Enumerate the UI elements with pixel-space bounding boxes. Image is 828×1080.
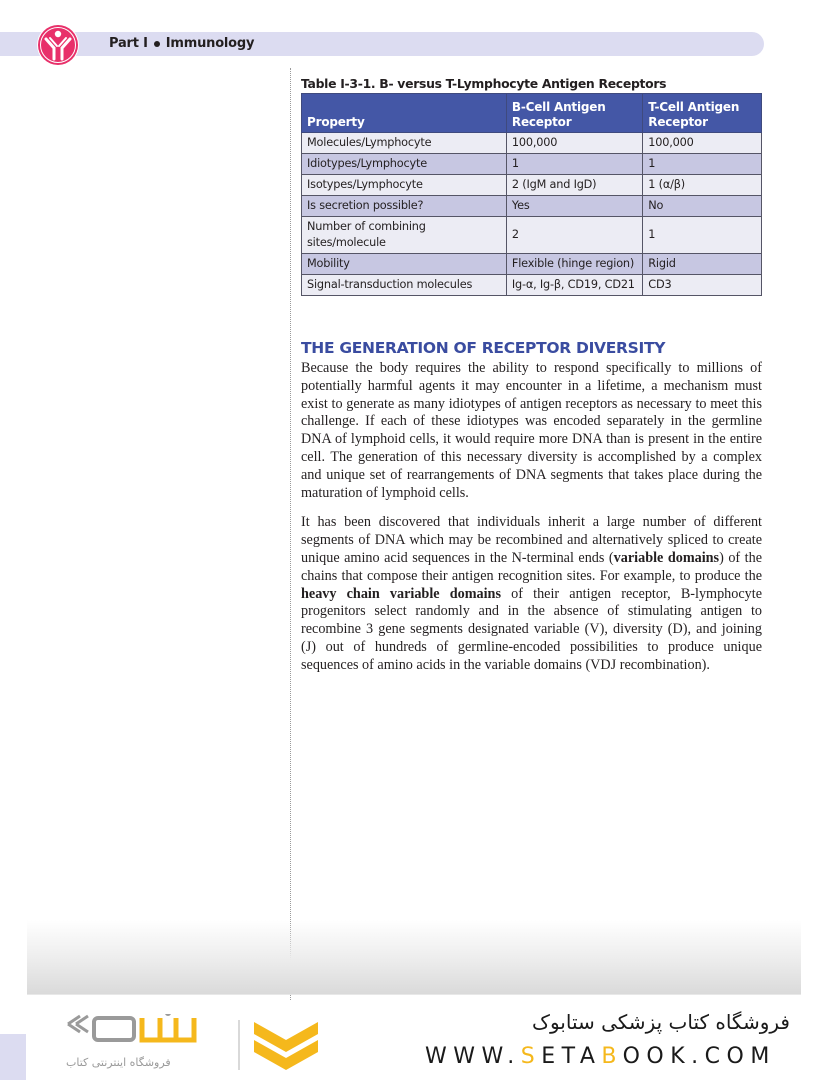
subject-label: Immunology (165, 36, 255, 51)
cell-t-cell: 1 (643, 154, 762, 175)
cell-property: Molecules/Lymphocyte (302, 133, 507, 154)
bold-term-heavy-chain-variable-domains: heavy chain variable domains (301, 585, 501, 602)
left-margin-strip (0, 1034, 26, 1080)
cell-b-cell: 2 (506, 217, 642, 254)
url-part: WWW. (425, 1044, 521, 1069)
cell-t-cell: No (643, 196, 762, 217)
antibody-y-icon (36, 23, 80, 67)
url-accent-letter: S (520, 1044, 542, 1069)
cell-property: Idiotypes/Lymphocyte (302, 154, 507, 175)
table-row (302, 254, 762, 275)
bold-term-variable-domains: variable domains (613, 549, 720, 566)
section-heading: THE GENERATION OF RECEPTOR DIVERSITY (301, 339, 666, 357)
store-name: فروشگاه کتاب پزشکی ستابوک (532, 1010, 790, 1034)
column-header-property: Property (302, 94, 507, 133)
table-caption: Table I-3-1. B- versus T-Lymphocyte Antigen Receptors (301, 76, 667, 91)
antigen-receptor-table (301, 93, 762, 296)
url-accent-letter: B (601, 1044, 623, 1069)
cell-property: Number of combining sites/molecule (302, 217, 507, 254)
cell-property: Is secretion possible? (302, 196, 507, 217)
paragraph-text: It has been discovered that individuals inherit a large number of different segments of DNA which may be recombined and alternatively spliced to create unique amino acid sequences in the N-terminal ends ( (301, 514, 762, 566)
column-header-t-cell: T-Cell Antigen Receptor (643, 94, 762, 133)
cell-t-cell: Rigid (643, 254, 762, 275)
page-bottom-edge (27, 994, 801, 995)
running-header (109, 36, 254, 51)
body-paragraph-2 (301, 514, 762, 674)
table-row (302, 217, 762, 254)
margin-divider (290, 68, 291, 1000)
part-label: Part I (109, 36, 148, 51)
url-part: OOK.COM (622, 1044, 776, 1069)
logo-tagline: فروشگاه اینترنتی کتاب (66, 1056, 171, 1069)
cell-b-cell: 2 (IgM and IgD) (506, 175, 642, 196)
store-url-link[interactable] (425, 1044, 776, 1069)
cell-b-cell: Yes (506, 196, 642, 217)
table-row (302, 196, 762, 217)
table-row (302, 133, 762, 154)
column-header-b-cell: B-Cell Antigen Receptor (506, 94, 642, 133)
cell-t-cell: 1 (α/β) (643, 175, 762, 196)
page-bottom-shadow (27, 920, 801, 994)
body-paragraph-1: Because the body requires the ability to respond specifically to millions of potentially harmful agents it may encounter in a lifetime, a mechanism must exist to generate as many idiotypes of antigen receptors as necessary to meet this challenge. If each of these idiotypes was encoded separately in the germline DNA of lymphoid cells, it would require more DNA than is present in the entire cell. The generation of this necessary diversity is accomplished by a complex and unique set of rearrangements of DNA segments that takes place during the maturation of lymphoid cells. (301, 360, 762, 501)
table-row (302, 275, 762, 296)
cell-t-cell: CD3 (643, 275, 762, 296)
cell-property: Signal-transduction molecules (302, 275, 507, 296)
cell-b-cell: Flexible (hinge region) (506, 254, 642, 275)
paragraph-text: ) of the chains that compose their antigen recognition sites. For example, to produce the (301, 549, 762, 584)
cell-b-cell: Ig-α, Ig-β, CD19, CD21 (506, 275, 642, 296)
bullet-separator-icon (154, 41, 160, 47)
cell-property: Mobility (302, 254, 507, 275)
table-row (302, 154, 762, 175)
cell-t-cell: 100,000 (643, 133, 762, 154)
cell-property: Isotypes/Lymphocyte (302, 175, 507, 196)
table-row (302, 175, 762, 196)
page-content (301, 76, 762, 687)
cell-t-cell: 1 (643, 217, 762, 254)
paragraph-text: of their antigen receptor, B-lymphocyte progenitors select randomly and in the absence of stimulating antigen to recombine 3 gene segments designated variable (V), diversity (D), and joining (J) out of hundreds of germline-encoded possibilities to produce unique sequences of amino acids in the variable domains (VDJ recombination). (301, 585, 762, 673)
cell-b-cell: 1 (506, 154, 642, 175)
cell-b-cell: 100,000 (506, 133, 642, 154)
url-part: ETA (541, 1044, 602, 1069)
